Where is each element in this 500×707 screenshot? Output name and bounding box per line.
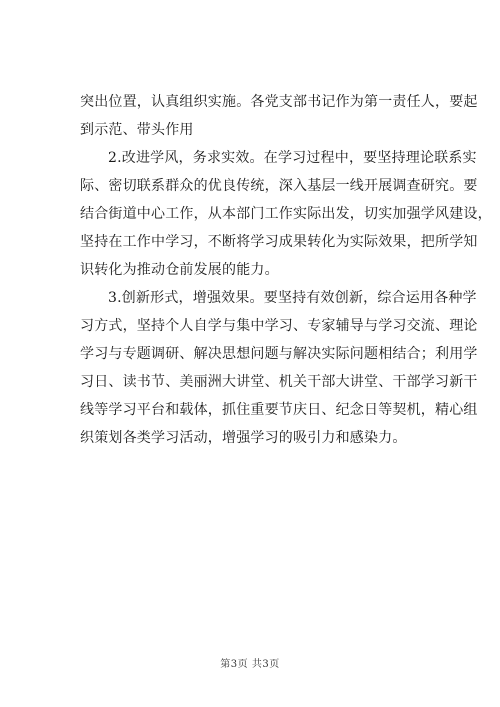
- paragraph-line: 坚持在工作中学习，不断将学习成果转化为实际效果，把所学知: [80, 234, 478, 250]
- paragraph-line: 习日、读书节、美丽洲大讲堂、机关干部大讲堂、干部学习新干: [80, 374, 478, 390]
- paragraph-3: [80, 284, 478, 452]
- paragraph-line: 识转化为推动仓前发展的能力。: [80, 262, 279, 278]
- document-body: [80, 88, 492, 452]
- paragraph-line: 2.改进学风，务求实效。在学习过程中，要坚持理论联系实: [108, 150, 477, 166]
- paragraph-2: [80, 144, 492, 284]
- paragraph-line: 结合街道中心工作，从本部门工作实际出发，切实加强学风建设，: [80, 206, 492, 222]
- paragraph-line: 习方式，坚持个人自学与集中学习、专家辅导与学习交流、理论: [80, 318, 478, 334]
- paragraph-line: 织策划各类学习活动，增强学习的吸引力和感染力。: [80, 430, 407, 446]
- paragraph-1: [80, 88, 478, 144]
- paragraph-line: 突出位置，认真组织实施。各党支部书记作为第一责任人，要起: [80, 94, 478, 110]
- paragraph-line: 学习与专题调研、解决思想问题与解决实际问题相结合；利用学: [80, 346, 478, 362]
- paragraph-line: 线等学习平台和载体，抓住重要节庆日、纪念日等契机，精心组: [80, 402, 478, 418]
- paragraph-line: 到示范、带头作用: [80, 122, 194, 138]
- paragraph-line: 3.创新形式，增强效果。要坚持有效创新，综合运用各种学: [108, 290, 477, 306]
- page-number-footer: 第3页 共3页: [220, 659, 280, 670]
- paragraph-line: 际、密切联系群众的优良传统，深入基层一线开展调查研究。要: [80, 178, 478, 194]
